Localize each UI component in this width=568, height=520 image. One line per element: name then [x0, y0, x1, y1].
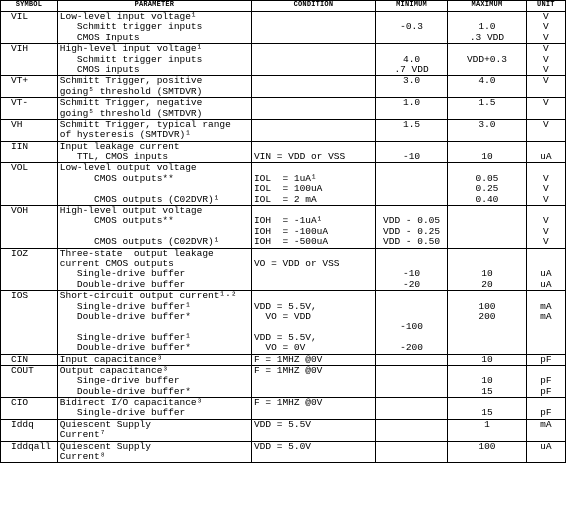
maximum-value: [450, 452, 524, 462]
minimum-value: [378, 195, 445, 205]
cond-cell: [251, 44, 375, 76]
condition-line: [254, 452, 373, 462]
min-cell: [375, 98, 447, 120]
maximum-value: 100: [478, 441, 496, 452]
minimum-value: [378, 130, 445, 140]
parameter-line: Low-level output voltage: [59, 162, 197, 174]
parameter-line: Single-drive buffer¹: [59, 300, 191, 312]
param-cell: [57, 76, 251, 98]
minimum-value: VDD - 0.05: [383, 215, 441, 227]
parameter-line: Current⁷: [59, 429, 106, 441]
unit-value: V: [543, 63, 549, 75]
parameter-line: of hysteresis (SMTDVR)¹: [59, 129, 191, 141]
maximum-value: [450, 109, 524, 119]
param-cell: [57, 163, 251, 206]
unit-value: V: [543, 21, 549, 33]
min-cell: [375, 248, 447, 291]
unit-cell: [526, 441, 565, 463]
min-cell: [375, 119, 447, 141]
condition-line: F = 1MHZ @0V: [253, 354, 323, 365]
cond-cell: [251, 398, 375, 420]
table-row: [1, 76, 566, 98]
minimum-value: 4.0: [403, 53, 421, 65]
unit-value: [529, 452, 563, 462]
minimum-value: [378, 33, 445, 43]
min-cell: [375, 141, 447, 163]
symbol-cell: Iddqall: [1, 441, 58, 463]
condition-line: [254, 87, 373, 97]
unit-cell: [526, 12, 565, 44]
condition-line: [254, 76, 373, 86]
minimum-value: -10: [403, 268, 421, 280]
condition-line: [254, 269, 373, 279]
maximum-value: 1.5: [478, 97, 496, 109]
symbol-cell: VT+: [1, 76, 58, 98]
cond-cell: [251, 206, 375, 249]
max-cell: [448, 248, 527, 291]
minimum-value: -100: [400, 321, 423, 333]
parameter-line: Input leakage current: [59, 141, 180, 152]
minimum-value: -0.3: [400, 21, 423, 33]
param-cell: [57, 419, 251, 441]
maximum-value: [450, 44, 524, 54]
condition-line: VO = 0V: [253, 342, 306, 354]
table-row: [1, 441, 566, 463]
unit-cell: [526, 98, 565, 120]
cond-cell: [251, 76, 375, 98]
table-row: [1, 365, 566, 397]
parameter-line: Single-drive buffer: [59, 407, 186, 419]
unit-cell: [526, 206, 565, 249]
cond-cell: [251, 248, 375, 291]
symbol-cell: COUT: [1, 365, 58, 397]
unit-value: V: [543, 11, 549, 22]
condition-line: [254, 120, 373, 130]
maximum-value: 0.05: [475, 172, 499, 184]
min-cell: [375, 398, 447, 420]
max-cell: [448, 163, 527, 206]
header-unit: UNIT: [526, 1, 565, 12]
cond-cell: [251, 119, 375, 141]
condition-line: [254, 12, 373, 22]
condition-line: [254, 98, 373, 108]
minimum-value: [378, 452, 445, 462]
parameter-line: Output capacitance³: [59, 365, 169, 376]
condition-line: IOL = 100uA: [253, 183, 323, 195]
parameter-line: CMOS outputs**: [59, 172, 174, 184]
unit-value: V: [543, 193, 549, 205]
unit-value: V: [543, 225, 549, 237]
unit-value: V: [543, 172, 549, 184]
max-cell: [448, 365, 527, 397]
parameter-line: Schmitt Trigger, negative: [59, 97, 203, 109]
parameter-line: Input capacitance³: [59, 354, 163, 365]
table-row: [1, 44, 566, 76]
unit-cell: [526, 76, 565, 98]
unit-value: pF: [540, 407, 552, 419]
condition-line: [254, 44, 373, 54]
condition-line: [254, 55, 373, 65]
unit-value: [529, 109, 563, 119]
minimum-value: VDD - 0.25: [383, 225, 441, 237]
min-cell: [375, 354, 447, 365]
maximum-value: [450, 291, 524, 301]
unit-value: V: [543, 97, 549, 109]
header-minimum: MINIMUM: [375, 1, 447, 12]
maximum-value: [450, 237, 524, 247]
max-cell: [448, 206, 527, 249]
maximum-value: VDD+0.3: [466, 53, 507, 65]
symbol-cell: VH: [1, 119, 58, 141]
maximum-value: 15: [481, 407, 493, 419]
unit-cell: [526, 248, 565, 291]
symbol-cell: CIN: [1, 354, 58, 365]
max-cell: [448, 441, 527, 463]
unit-value: V: [543, 183, 549, 195]
unit-value: V: [543, 75, 549, 87]
unit-value: [529, 130, 563, 140]
symbol-cell: IIN: [1, 141, 58, 163]
max-cell: [448, 12, 527, 44]
condition-line: [254, 408, 373, 418]
condition-line: F = 1MHZ @0V: [253, 365, 323, 376]
table-row: [1, 419, 566, 441]
unit-cell: [526, 44, 565, 76]
parameter-line: Three-state output leakage: [59, 248, 214, 259]
param-cell: [57, 248, 251, 291]
max-cell: [448, 44, 527, 76]
unit-value: V: [543, 53, 549, 65]
minimum-value: [378, 408, 445, 418]
min-cell: [375, 206, 447, 249]
min-cell: [375, 163, 447, 206]
param-cell: [57, 291, 251, 354]
minimum-value: -20: [403, 278, 421, 290]
condition-line: VIN = VDD or VSS: [253, 151, 346, 163]
condition-line: F = 1MHZ @0V: [253, 397, 323, 409]
unit-value: uA: [540, 151, 552, 163]
symbol-cell: VIL: [1, 12, 58, 44]
parameter-line: Short-circuit output current¹·²: [59, 290, 237, 302]
minimum-value: 3.0: [403, 75, 421, 87]
minimum-value: -200: [400, 342, 423, 354]
max-cell: [448, 76, 527, 98]
unit-cell: [526, 141, 565, 163]
maximum-value: 10: [481, 354, 493, 365]
parameter-line: going⁵ threshold (SMTDVR): [59, 85, 203, 97]
maximum-value: [450, 130, 524, 140]
maximum-value: 1: [484, 419, 490, 430]
parameter-line: current CMOS outputs: [59, 257, 174, 269]
table-row: [1, 206, 566, 249]
unit-value: pF: [540, 354, 552, 365]
maximum-value: [450, 87, 524, 97]
table-row: [1, 248, 566, 291]
unit-value: pF: [540, 385, 552, 397]
param-cell: [57, 98, 251, 120]
unit-value: mA: [540, 310, 552, 322]
max-cell: [448, 354, 527, 365]
param-cell: [57, 365, 251, 397]
cond-cell: [251, 98, 375, 120]
maximum-value: [450, 343, 524, 353]
parameter-line: CMOS inputs: [59, 63, 140, 75]
unit-value: mA: [540, 419, 552, 430]
parameter-line: Double-drive buffer: [59, 278, 186, 290]
maximum-value: 10: [481, 151, 493, 163]
maximum-value: [450, 430, 524, 440]
maximum-value: 20: [481, 278, 493, 290]
symbol-cell: VOL: [1, 163, 58, 206]
cond-cell: [251, 441, 375, 463]
minimum-value: -10: [403, 151, 421, 163]
minimum-value: [378, 430, 445, 440]
table-row: [1, 12, 566, 44]
minimum-value: 1.0: [403, 97, 421, 109]
parameter-line: Low-level input voltage¹: [59, 11, 197, 22]
maximum-value: 3.0: [478, 119, 496, 130]
condition-line: VO = VDD: [253, 310, 311, 322]
param-cell: [57, 12, 251, 44]
maximum-value: [450, 65, 524, 75]
max-cell: [448, 419, 527, 441]
condition-line: VDD = 5.5V: [253, 419, 311, 430]
minimum-value: [378, 44, 445, 54]
condition-line: IOH = -100uA: [253, 225, 329, 237]
parameter-line: Singe-drive buffer: [59, 375, 180, 387]
cond-cell: [251, 365, 375, 397]
symbol-cell: VT-: [1, 98, 58, 120]
condition-line: VDD = 5.0V: [253, 441, 311, 452]
condition-line: [254, 22, 373, 32]
parameter-line: Schmitt trigger inputs: [59, 21, 203, 33]
header-symbol: SYMBOL: [1, 1, 58, 12]
unit-cell: [526, 365, 565, 397]
cond-cell: [251, 163, 375, 206]
param-cell: [57, 141, 251, 163]
unit-value: uA: [540, 441, 552, 452]
unit-value: [529, 87, 563, 97]
param-cell: [57, 44, 251, 76]
minimum-value: 1.5: [403, 119, 421, 130]
maximum-value: 4.0: [478, 75, 496, 87]
parameter-line: CMOS outputs**: [59, 215, 174, 227]
condition-line: VDD = 5.5V,: [253, 331, 317, 343]
parameter-line: Double-drive buffer*: [59, 310, 191, 322]
cond-cell: [251, 141, 375, 163]
maximum-value: 15: [481, 385, 493, 397]
parameter-line: CMOS Inputs: [59, 31, 140, 43]
condition-line: [254, 280, 373, 290]
unit-value: V: [543, 119, 549, 130]
param-cell: [57, 206, 251, 249]
condition-line: [254, 33, 373, 43]
minimum-value: [378, 387, 445, 397]
header-row: [1, 1, 566, 12]
parameter-line: Quiescent Supply: [59, 419, 152, 430]
parameter-line: Quiescent Supply: [59, 441, 152, 452]
condition-line: [254, 130, 373, 140]
condition-line: IOH = -500uA: [253, 236, 329, 248]
symbol-cell: VIH: [1, 44, 58, 76]
unit-value: V: [543, 31, 549, 43]
maximum-value: 10: [481, 375, 493, 387]
max-cell: [448, 141, 527, 163]
cond-cell: [251, 354, 375, 365]
cond-cell: [251, 12, 375, 44]
parameter-line: Schmitt trigger inputs: [59, 53, 203, 65]
min-cell: [375, 441, 447, 463]
min-cell: [375, 365, 447, 397]
condition-line: [254, 109, 373, 119]
parameter-line: CMOS outputs (C02DVR)¹: [59, 193, 220, 205]
symbol-cell: IOZ: [1, 248, 58, 291]
table-row: [1, 398, 566, 420]
unit-cell: [526, 163, 565, 206]
parameter-line: High-level output voltage: [59, 205, 203, 217]
parameter-line: Double-drive buffer*: [59, 342, 191, 354]
symbol-cell: VOH: [1, 206, 58, 249]
minimum-value: VDD - 0.50: [383, 236, 441, 248]
unit-value: [529, 291, 563, 301]
unit-cell: [526, 354, 565, 365]
maximum-value: 0.25: [475, 183, 499, 195]
table-row: [1, 98, 566, 120]
unit-cell: [526, 291, 565, 354]
unit-value: [529, 343, 563, 353]
condition-line: IOL = 1uA¹: [253, 172, 317, 184]
condition-line: [254, 376, 373, 386]
table-row: [1, 119, 566, 141]
minimum-value: [378, 291, 445, 301]
condition-line: [254, 387, 373, 397]
parameter-line: High-level input voltage¹: [59, 43, 203, 55]
symbol-cell: IOS: [1, 291, 58, 354]
condition-line: VO = VDD or VSS: [253, 257, 340, 269]
table-row: [1, 291, 566, 354]
unit-cell: [526, 119, 565, 141]
table-row: [1, 354, 566, 365]
maximum-value: 100: [478, 300, 496, 312]
minimum-value: [378, 355, 445, 365]
parameter-line: Schmitt Trigger, positive: [59, 75, 203, 87]
symbol-cell: Iddq: [1, 419, 58, 441]
unit-value: mA: [540, 300, 552, 312]
unit-value: V: [543, 215, 549, 227]
header-parameter: PARAMETER: [57, 1, 251, 12]
unit-cell: [526, 398, 565, 420]
unit-value: pF: [540, 375, 552, 387]
param-cell: [57, 354, 251, 365]
unit-value: uA: [540, 268, 552, 280]
max-cell: [448, 291, 527, 354]
condition-line: [254, 65, 373, 75]
condition-line: [254, 291, 373, 301]
cond-cell: [251, 419, 375, 441]
parameter-line: CMOS outputs (C02DVR)¹: [59, 236, 220, 248]
maximum-value: 200: [478, 310, 496, 322]
min-cell: [375, 419, 447, 441]
param-cell: [57, 119, 251, 141]
param-cell: [57, 398, 251, 420]
unit-value: uA: [540, 278, 552, 290]
maximum-value: 1.0: [478, 21, 496, 33]
maximum-value: 0.40: [475, 193, 499, 205]
condition-line: VDD = 5.5V,: [253, 300, 317, 312]
maximum-value: .3 VDD: [469, 31, 505, 43]
parameter-line: Bidirect I/O capacitance³: [59, 397, 203, 409]
min-cell: [375, 44, 447, 76]
min-cell: [375, 12, 447, 44]
table-row: [1, 141, 566, 163]
table-row: [1, 163, 566, 206]
condition-line: IOL = 2 mA: [253, 193, 317, 205]
symbol-cell: CIO: [1, 398, 58, 420]
min-cell: [375, 291, 447, 354]
cond-cell: [251, 291, 375, 354]
unit-value: V: [543, 43, 549, 55]
minimum-value: [378, 87, 445, 97]
parameter-line: Single-drive buffer¹: [59, 331, 191, 343]
parameter-line: Schmitt Trigger, typical range: [59, 119, 231, 130]
header-condition: CONDITION: [251, 1, 375, 12]
max-cell: [448, 98, 527, 120]
unit-cell: [526, 419, 565, 441]
header-maximum: MAXIMUM: [448, 1, 527, 12]
max-cell: [448, 119, 527, 141]
param-cell: [57, 441, 251, 463]
parameter-line: Current⁸: [59, 451, 106, 463]
min-cell: [375, 76, 447, 98]
parameter-line: going⁵ threshold (SMTDVR): [59, 107, 203, 119]
parameter-line: Single-drive buffer: [59, 268, 186, 280]
unit-value: [529, 430, 563, 440]
max-cell: [448, 398, 527, 420]
unit-value: V: [543, 236, 549, 248]
maximum-value: 10: [481, 268, 493, 280]
parameter-line: TTL, CMOS inputs: [59, 151, 169, 163]
parameter-line: Double-drive buffer*: [59, 385, 191, 397]
minimum-value: [378, 109, 445, 119]
minimum-value: .7 VDD: [394, 63, 429, 75]
condition-line: [254, 430, 373, 440]
condition-line: IOH = -1uA¹: [253, 215, 323, 227]
